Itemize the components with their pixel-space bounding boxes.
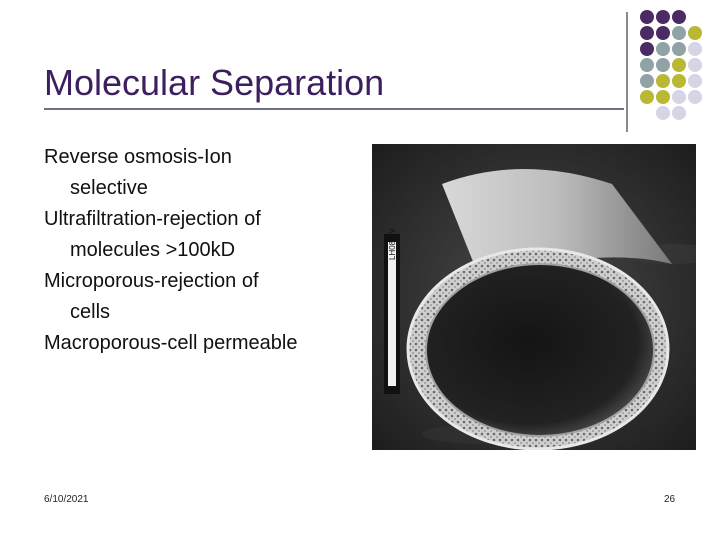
bullet-line: Microporous-rejection of (44, 270, 259, 292)
footer-date: 6/10/2021 (44, 494, 89, 505)
vertical-divider (626, 12, 628, 132)
olive-dot (672, 58, 686, 72)
lavender-dot (672, 90, 686, 104)
slide-title: Molecular Separation (44, 62, 385, 103)
lavender-dot (656, 106, 670, 120)
olive-dot (640, 90, 654, 104)
lavender-dot (688, 74, 702, 88)
bullet-continuation: selective (70, 177, 148, 199)
bullet-list (44, 142, 297, 359)
decorative-dot-grid (638, 8, 720, 120)
teal-dot (640, 74, 654, 88)
bullet-line: Ultrafiltration-rejection of (44, 208, 261, 230)
bullet-line: Reverse osmosis-Ion (44, 146, 232, 168)
lavender-dot (688, 42, 702, 56)
title-underline (44, 108, 624, 110)
teal-dot (640, 58, 654, 72)
lavender-dot (672, 106, 686, 120)
purple-dot (640, 26, 654, 40)
olive-dot (656, 74, 670, 88)
purple-dot (656, 10, 670, 24)
purple-dot (640, 42, 654, 56)
lavender-dot (688, 58, 702, 72)
olive-dot (656, 90, 670, 104)
teal-dot (656, 58, 670, 72)
bullet-ultrafiltration (44, 204, 297, 266)
bullet-macroporous (44, 328, 297, 359)
olive-dot (672, 74, 686, 88)
hollow-fiber-membrane-photo (372, 144, 696, 450)
olive-dot (688, 26, 702, 40)
bullet-microporous (44, 266, 297, 328)
bullet-continuation: cells (70, 301, 111, 323)
purple-dot (640, 10, 654, 24)
teal-dot (672, 26, 686, 40)
purple-dot (656, 26, 670, 40)
lavender-dot (688, 90, 702, 104)
purple-dot (672, 10, 686, 24)
scale-bar-label: LH08 KV (388, 227, 397, 260)
teal-dot (656, 42, 670, 56)
bullet-continuation: molecules >100kD (70, 239, 236, 261)
bullet-line: Macroporous-cell permeable (44, 332, 298, 354)
teal-dot (672, 42, 686, 56)
page-number: 26 (664, 494, 676, 505)
bullet-reverse-osmosis (44, 142, 297, 204)
